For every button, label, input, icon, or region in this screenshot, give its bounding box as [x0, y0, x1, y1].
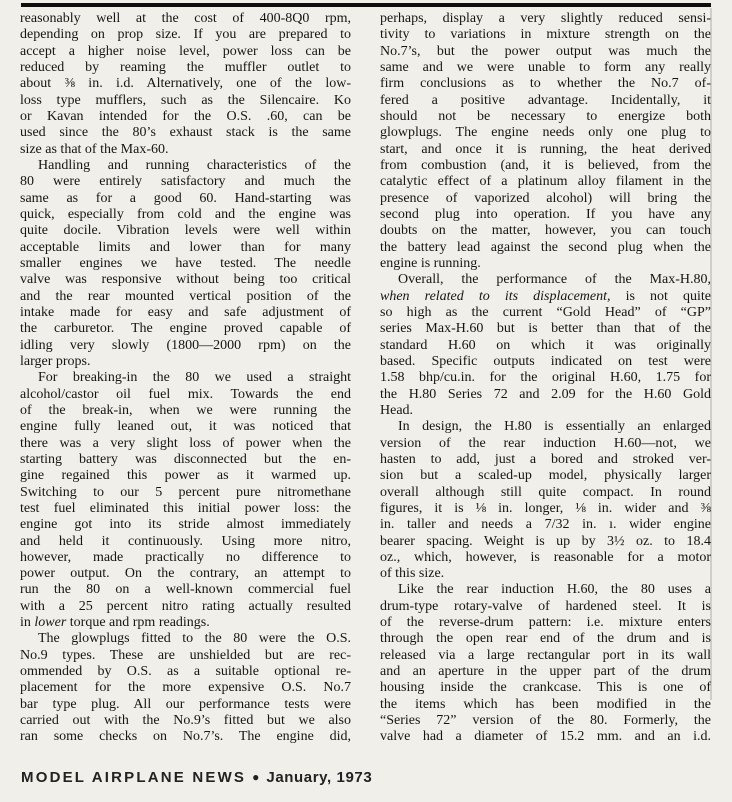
text-line: Handling and running characteristics of the	[38, 157, 351, 173]
text-line: presence of vaporized alcohol) will bring the	[380, 190, 711, 206]
text-line: 80 were entirely satisfactory and much the	[20, 174, 351, 190]
text-line: through the open rear end of the drum and is	[380, 631, 711, 647]
text-line: accept a higher noise level, power loss can be	[20, 43, 351, 59]
text-line: hasten to add, just a bored and stroked ver-	[380, 451, 711, 467]
text-line: size as that of the Max-60.	[20, 141, 169, 157]
text-line: glowplugs. The engine needs only one plug to	[380, 125, 711, 141]
text-line: oz., which, however, is reasonable for a motor	[380, 549, 711, 565]
text-line: second plug into operation. If you have any	[380, 206, 711, 222]
article-body	[20, 11, 711, 746]
text-line: acceptable limits and lower than for many	[20, 239, 351, 255]
text-line: and the rear mounted vertical position of the	[20, 288, 351, 304]
text-line: perhaps, display a very slightly reduced sensi-	[380, 11, 711, 26]
text-line: figures, it is ⅛ in. longer, ⅛ in. wider and ⅜	[380, 500, 711, 516]
text-line: alcohol/castor oil fuel mix. Towards the end	[20, 386, 351, 402]
text-line: of the reverse-drum pattern: i.e. mixture enters	[380, 615, 711, 631]
page-edge-artifact	[710, 8, 712, 700]
text-line: gine regained this power as it warmed up.	[20, 468, 351, 484]
text-line: sion but a scaled-up model, physically larger	[380, 468, 711, 484]
text-line: Switching to our 5 percent pure nitromethane	[20, 484, 351, 500]
text-line: or Kavan intended for the O.S. .60, can be	[20, 108, 351, 124]
text-line: same and we were unable to form any really	[380, 59, 711, 75]
text-line: firm conclusions as to whether the No.7 of-	[380, 76, 711, 92]
text-line: ran some checks on No.7’s. The engine did,	[20, 729, 351, 745]
text-line: engine is running.	[380, 255, 481, 271]
text-line: In design, the H.80 is essentially an enlarged	[398, 419, 711, 435]
top-rule	[21, 3, 711, 7]
text-line: start, and once it is running, the heat derived	[380, 141, 711, 157]
text-line: smaller engines we have tested. The needle	[20, 255, 351, 271]
left-column	[20, 11, 351, 746]
text-line: drum-type rotary-valve of hardened steel. It is	[380, 598, 711, 614]
text-line: doubts on the matter, however, you can touch	[380, 223, 711, 239]
text-line: fered a positive advantage. Incidentally, it	[380, 92, 711, 108]
text-line: series Max-H.60 but is better than that of the	[380, 321, 711, 337]
text-line: the H.80 Series 72 and 2.09 for the H.60 Gold	[380, 386, 711, 402]
text-line: the battery lead against the second plug when the	[380, 239, 711, 255]
text-line: in. taller and needs a 7/32 in. ı. wider engine	[380, 517, 711, 533]
text-line: test fuel eliminated this initial power loss: the	[20, 500, 351, 516]
text-line: power output. On the contrary, an attempt to	[20, 566, 351, 582]
text-line: starting battery was disconnected but the en-	[20, 451, 351, 467]
text-line: and an aperture in the upper part of the drum	[380, 664, 711, 680]
text-line: of the break-in, when we were running the	[20, 402, 351, 418]
text-line: intake made for easy and safe adjustment of	[20, 304, 351, 320]
text-line: reasonably well at the cost of 400-8Q0 rpm,	[20, 11, 351, 26]
text-line: For breaking-in the 80 we used a straight	[38, 370, 351, 386]
text-line: depending on prop size. If you are prepared to	[20, 27, 351, 43]
text-line: quick, especially from cold and the engine was	[20, 206, 351, 222]
text-line: tivity to variations in mixture strength on the	[380, 27, 711, 43]
text-line: idling very slowly (1800—2000 rpm) on the	[20, 337, 351, 353]
text-line: of this size.	[380, 566, 445, 582]
text-line: “Series 72” version of the 80. Formerly, the	[380, 713, 711, 729]
text-line: housing inside the crankcase. This is one of	[380, 680, 711, 696]
text-line: engine got into its stride almost immediately	[20, 517, 351, 533]
text-line: Head.	[380, 402, 414, 418]
page-footer	[21, 769, 372, 786]
text-line: about ⅜ in. i.d. Alternatively, one of the low-	[20, 76, 351, 92]
issue-date: January, 1973	[266, 769, 373, 786]
text-line: with a 25 percent nitro rating actually resulted	[20, 598, 351, 614]
text-line: valve had a diameter of 15.2 mm. and an i.d.	[380, 729, 711, 745]
text-line: released via a large rectangular port in its wall	[380, 647, 711, 663]
magazine-title: MODEL AIRPLANE NEWS	[21, 769, 247, 786]
text-line: and held it continuously. Using more nitro,	[20, 533, 351, 549]
text-line: 1.58 bhp/cu.in. for the original H.60, 1.75 for	[380, 370, 711, 386]
text-line: the items which has been modified in the	[380, 696, 711, 712]
text-line: Overall, the performance of the Max-H.80,	[398, 272, 711, 288]
text-line: however, made practically no difference to	[20, 549, 351, 565]
right-column	[380, 11, 711, 746]
text-line: so high as the current “Gold Head” of “GP”	[380, 304, 711, 320]
text-line: bearer spacing. Weight is up by 3½ oz. to 18.4	[380, 533, 711, 549]
text-line: should not be necessary to energize both	[380, 108, 711, 124]
text-line: overall although still quite compact. In round	[380, 484, 711, 500]
text-line: larger props.	[20, 353, 91, 369]
text-line: the carburetor. The engine proved capable of	[20, 321, 351, 337]
text-line: ommended by O.S. as a suitable optional re-	[20, 664, 351, 680]
text-line: from combustion (and, it is believed, from the	[380, 157, 711, 173]
text-line: engine fully leaned out, it was noticed that	[20, 419, 351, 435]
text-line: same as for a good 60. Hand-starting was	[20, 190, 351, 206]
text-line: reduced by reaming the muffler outlet to	[20, 59, 351, 75]
text-line: run the 80 on a well-known commercial fuel	[20, 582, 351, 598]
text-line: valve was responsive without being too critical	[20, 272, 351, 288]
text-line: Like the rear induction H.60, the 80 uses a	[398, 582, 711, 598]
text-line: No.7’s, but the power output was much the	[380, 43, 711, 59]
text-line: bar type plug. All our performance tests were	[20, 696, 351, 712]
text-line: quite docile. Vibration levels were well within	[20, 223, 351, 239]
text-line: placement for the more expensive O.S. No.7	[20, 680, 351, 696]
text-line: used since the 80’s exhaust stack is the same	[20, 125, 351, 141]
text-line: standard H.60 on which it was originally	[380, 337, 711, 353]
text-line: catalytic effect of a platinum alloy filament in the	[380, 174, 711, 190]
text-line: in lower torque and rpm readings.	[20, 615, 210, 631]
bullet-separator-icon: ●	[252, 770, 260, 784]
text-line: carried out with the No.9’s fitted but we also	[20, 713, 351, 729]
text-line: The glowplugs fitted to the 80 were the O.S.	[38, 631, 351, 647]
text-line: No.9 types. These are unshielded but are rec-	[20, 647, 351, 663]
text-line: when related to its displacement, is not quite	[380, 288, 711, 304]
text-line: based. Specific outputs indicated on test were	[380, 353, 711, 369]
text-line: loss type mufflers, such as the Silencaire. Ko	[20, 92, 351, 108]
text-line: there was a very slight loss of power when the	[20, 435, 351, 451]
text-line: version of the rear induction H.60—not, we	[380, 435, 711, 451]
